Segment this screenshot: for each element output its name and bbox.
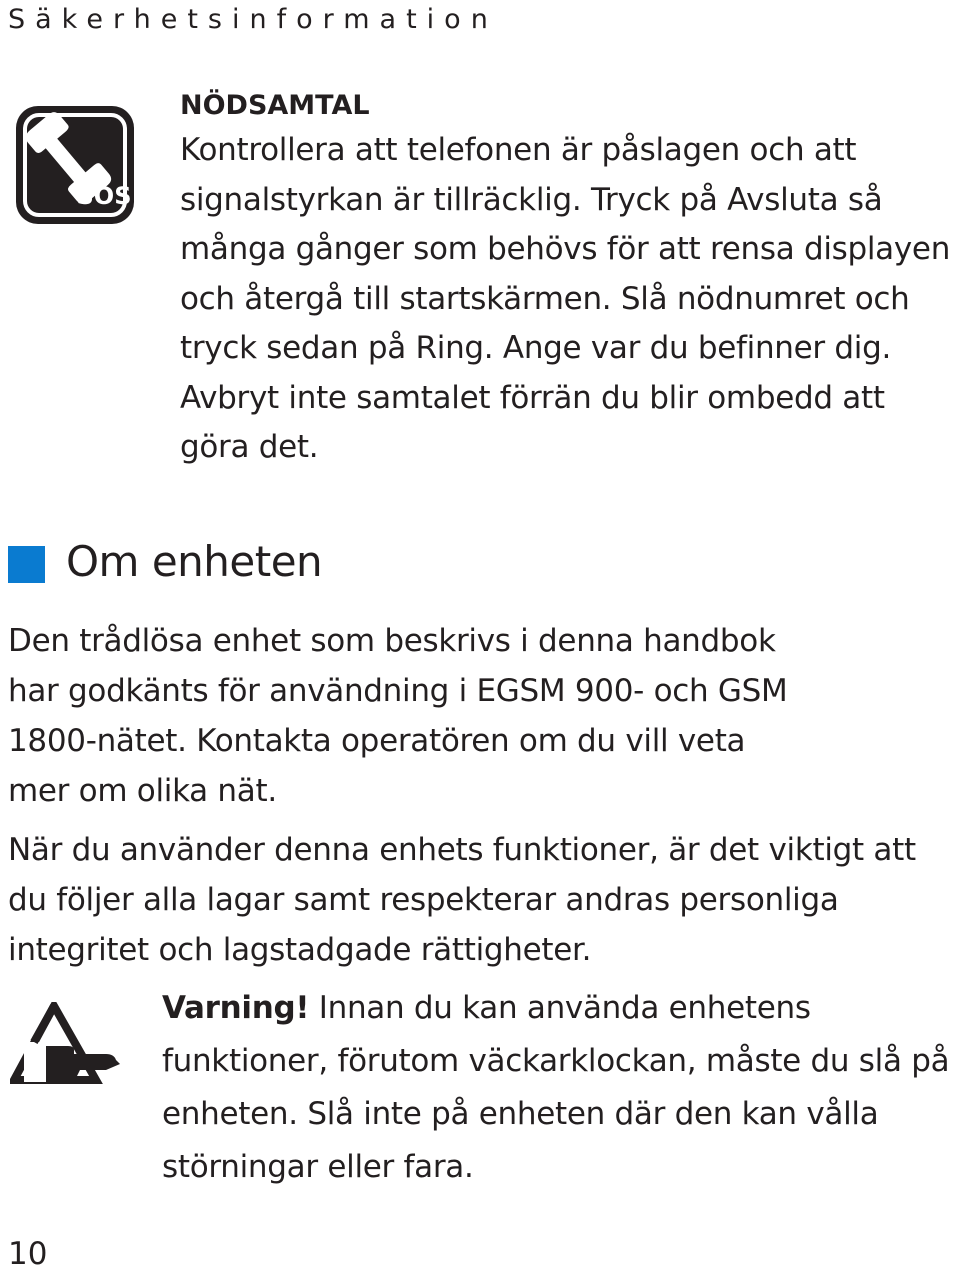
warning-block <box>162 982 957 1194</box>
section-marker-square <box>8 546 45 583</box>
sos-label: SOS <box>76 182 132 210</box>
page-header-title: Säkerhetsinformation <box>8 4 498 35</box>
emergency-heading: NÖDSAMTAL <box>180 90 370 121</box>
warning-label: Varning! <box>162 990 310 1026</box>
warning-text: Innan du kan använda enhetens funktioner, förutom väckarklockan, måste du slå på enheten. Slå inte på enheten där den kan vålla störningar eller fara. <box>162 990 950 1185</box>
paragraph-legal-notice: När du använder denna enhets funktioner, är det viktigt att du följer alla lagar samt respekterar andras personliga integritet och lagstadgade rättigheter. <box>8 832 916 968</box>
section-heading: Om enheten <box>66 537 323 586</box>
sos-phone-icon <box>14 104 136 226</box>
paragraph-network-approval: Den trådlösa enhet som beskrivs i denna handbok har godkänts för användning i EGSM 900- och GSM 1800-nätet. Kontakta operatören om du vill veta mer om olika nät. <box>8 623 788 809</box>
emergency-call-block <box>180 86 955 473</box>
emergency-body-text: Kontrollera att telefonen är påslagen och att signalstyrkan är tillräcklig. Tryck på Avsluta så många gånger som behövs för att rensa displayen och återgå till startskärmen. Slå nödnumret och tryck sedan på Ring. Ange var du befinner dig. Avbryt inte samtalet förrän du blir ombedd att göra det. <box>180 132 951 465</box>
warning-hand-icon <box>10 1002 122 1086</box>
page-number: 10 <box>8 1236 48 1272</box>
